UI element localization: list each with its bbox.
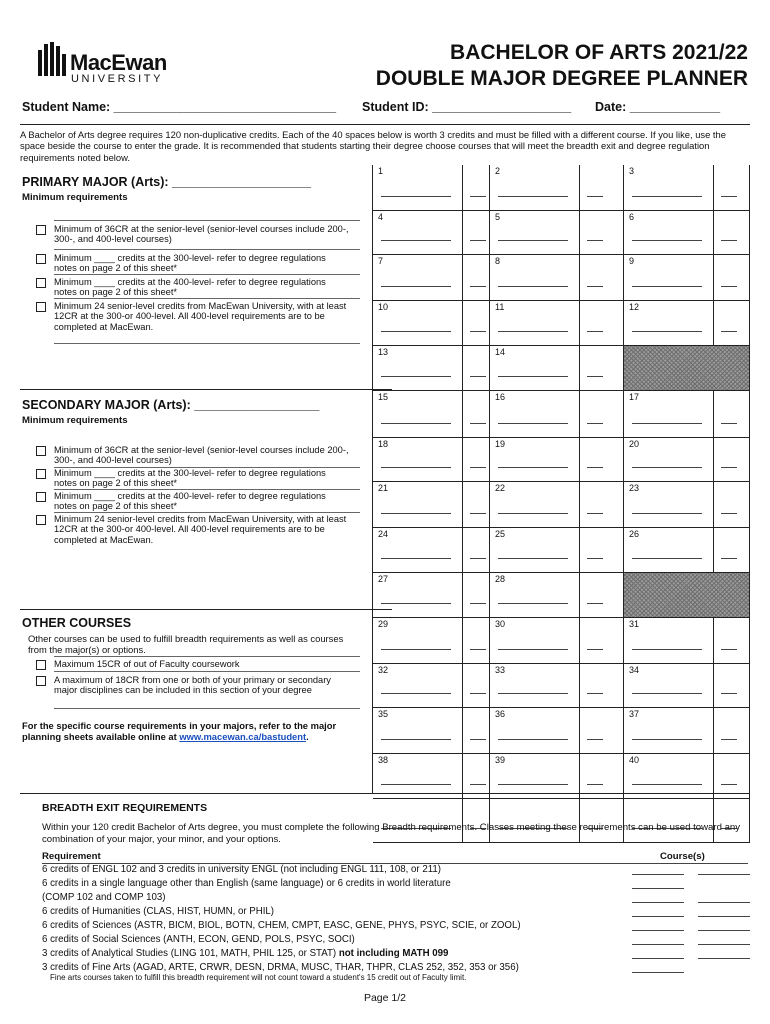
course-line[interactable] <box>632 784 702 785</box>
grade-line[interactable] <box>721 784 737 785</box>
course-cell-number: 3 <box>629 166 635 176</box>
grade-separator <box>462 664 463 707</box>
grade-separator <box>713 165 714 210</box>
course-cell[interactable] <box>373 301 490 346</box>
course-entry-line[interactable] <box>632 874 684 875</box>
breadth-row <box>42 892 748 906</box>
grade-line[interactable] <box>587 196 603 197</box>
grade-separator <box>579 754 580 798</box>
course-line[interactable] <box>381 739 451 740</box>
grade-separator <box>462 482 463 527</box>
divider-line <box>54 708 360 709</box>
course-line[interactable] <box>381 240 451 241</box>
grade-line[interactable] <box>721 240 737 241</box>
title-line-2: DOUBLE MAJOR DEGREE PLANNER <box>375 67 748 90</box>
courses-header: Course(s) <box>660 851 705 862</box>
grade-line[interactable] <box>721 558 737 559</box>
grade-line[interactable] <box>587 376 603 377</box>
checkbox[interactable] <box>36 302 46 312</box>
course-cell-number: 18 <box>378 439 389 449</box>
grade-separator <box>579 618 580 663</box>
course-grid <box>372 165 750 793</box>
grade-line[interactable] <box>587 558 603 559</box>
req-text: Minimum ____ credits at the 400-level- refer to degree regulations notes on page 2 of this sheet* <box>54 491 326 512</box>
course-cell[interactable] <box>490 255 624 301</box>
course-line[interactable] <box>632 693 702 694</box>
grade-line[interactable] <box>587 603 603 604</box>
course-line[interactable] <box>498 513 568 514</box>
course-entry-line[interactable] <box>632 972 684 973</box>
course-cell[interactable] <box>624 528 750 573</box>
course-cell-number: 23 <box>629 483 640 493</box>
grade-separator <box>462 255 463 300</box>
course-entry-line[interactable] <box>698 958 750 959</box>
grade-separator <box>579 165 580 210</box>
divider-line <box>54 343 360 344</box>
grade-line[interactable] <box>587 286 603 287</box>
course-cell[interactable] <box>490 528 624 573</box>
grade-separator <box>579 573 580 617</box>
grade-separator <box>579 438 580 481</box>
course-cell-number: 39 <box>495 755 506 765</box>
course-cell[interactable] <box>624 391 750 438</box>
course-cell-number: 17 <box>629 392 640 402</box>
divider-line <box>54 512 360 513</box>
course-entry-line[interactable] <box>632 902 684 903</box>
grade-line[interactable] <box>587 467 603 468</box>
course-line[interactable] <box>632 739 702 740</box>
breadth-requirement-text: 6 credits of Sciences (ASTR, BICM, BIOL, BOTN, CHEM, CMPT, EASC, GENE, PHYS, PSYC, SCIE, or ZOOL) <box>42 920 521 931</box>
divider-line <box>54 489 360 490</box>
req-text: Maximum 15CR of out of Faculty coursework <box>54 659 240 669</box>
course-line[interactable] <box>632 286 702 287</box>
grade-line[interactable] <box>587 784 603 785</box>
header-rule <box>20 124 750 125</box>
course-cell-number: 1 <box>378 166 384 176</box>
course-entry-line[interactable] <box>632 888 684 889</box>
course-entry-line[interactable] <box>698 916 750 917</box>
unused-cell <box>624 346 750 391</box>
course-cell-number: 27 <box>378 574 389 584</box>
course-line[interactable] <box>632 196 702 197</box>
course-line[interactable] <box>498 331 568 332</box>
course-line[interactable] <box>632 558 702 559</box>
grade-separator <box>713 438 714 481</box>
grade-separator <box>579 391 580 437</box>
grade-separator <box>462 301 463 345</box>
fine-arts-note: Fine arts courses taken to fulfill this breadth requirement will not count toward a student's 15 credit out of Faculty limit. <box>50 973 467 982</box>
course-cell[interactable] <box>490 211 624 255</box>
divider-line <box>54 671 360 672</box>
course-cell-number: 5 <box>495 212 501 222</box>
checkbox[interactable] <box>36 225 46 235</box>
course-line[interactable] <box>498 649 568 650</box>
breadth-row <box>42 920 748 934</box>
grade-separator <box>713 664 714 707</box>
grade-line[interactable] <box>470 603 486 604</box>
course-cell-number: 20 <box>629 439 640 449</box>
req-text: Minimum ____ credits at the 400-level- refer to degree regulations notes on page 2 of this sheet* <box>54 277 326 298</box>
course-cell[interactable] <box>373 482 490 528</box>
grade-line[interactable] <box>587 331 603 332</box>
student-name-field[interactable]: Student Name: ________________________________ <box>22 100 337 114</box>
course-cell-number: 15 <box>378 392 389 402</box>
grade-separator <box>579 664 580 707</box>
student-id-field[interactable]: Student ID: ____________________ <box>362 100 572 114</box>
grade-separator <box>462 211 463 254</box>
grade-separator <box>713 255 714 300</box>
grade-separator <box>579 528 580 572</box>
course-entry-line[interactable] <box>698 944 750 945</box>
course-cell-number: 25 <box>495 529 506 539</box>
grade-line[interactable] <box>470 693 486 694</box>
course-cell[interactable] <box>624 301 750 346</box>
breadth-requirement-text: 6 credits of ENGL 102 and 3 credits in university ENGL (not including ENGL 111, 108, or 211) <box>42 864 442 875</box>
grade-line[interactable] <box>470 376 486 377</box>
grade-line[interactable] <box>470 240 486 241</box>
grade-line[interactable] <box>470 784 486 785</box>
course-cell[interactable] <box>373 573 490 618</box>
other-courses-title: OTHER COURSES <box>22 616 132 630</box>
macewan-logo <box>38 42 198 88</box>
breadth-requirement-text: 6 credits in a single language other than English (same language) or 6 credits in world literature <box>42 878 451 889</box>
course-cell-number: 13 <box>378 347 389 357</box>
course-cell[interactable] <box>624 708 750 754</box>
grade-line[interactable] <box>470 196 486 197</box>
course-cell[interactable] <box>490 482 624 528</box>
course-line[interactable] <box>381 603 451 604</box>
grade-line[interactable] <box>587 513 603 514</box>
divider-line <box>54 249 360 250</box>
grade-line[interactable] <box>470 286 486 287</box>
course-cell[interactable] <box>490 391 624 438</box>
course-line[interactable] <box>632 467 702 468</box>
course-cell[interactable] <box>490 301 624 346</box>
course-cell-number: 38 <box>378 755 389 765</box>
breadth-row <box>42 878 748 892</box>
course-line[interactable] <box>498 558 568 559</box>
course-cell-number: 19 <box>495 439 506 449</box>
grade-line[interactable] <box>470 558 486 559</box>
checkbox[interactable] <box>36 492 46 502</box>
section-divider <box>20 609 392 610</box>
grade-separator <box>713 708 714 753</box>
course-line[interactable] <box>632 423 702 424</box>
grade-separator <box>462 346 463 390</box>
course-line[interactable] <box>632 240 702 241</box>
date-field[interactable]: Date: _____________ <box>595 100 721 114</box>
course-entry-line[interactable] <box>632 958 684 959</box>
course-cell-number: 8 <box>495 256 501 266</box>
grade-separator <box>579 255 580 300</box>
grade-line[interactable] <box>470 513 486 514</box>
grade-separator <box>462 438 463 481</box>
course-line[interactable] <box>498 423 568 424</box>
grade-separator <box>462 573 463 617</box>
grade-line[interactable] <box>721 423 737 424</box>
grade-separator <box>713 482 714 527</box>
document-title <box>376 40 748 92</box>
checkbox[interactable] <box>36 254 46 264</box>
course-line[interactable] <box>381 196 451 197</box>
requirement-header: Requirement <box>42 851 101 862</box>
divider-line <box>54 656 360 657</box>
logo-subtitle: UNIVERSITY <box>71 73 164 85</box>
course-line[interactable] <box>498 784 568 785</box>
course-cell-number: 16 <box>495 392 506 402</box>
course-cell[interactable] <box>490 708 624 754</box>
checkbox[interactable] <box>36 515 46 525</box>
course-cell-number: 28 <box>495 574 506 584</box>
grade-line[interactable] <box>587 693 603 694</box>
course-cell-number: 22 <box>495 483 506 493</box>
course-cell[interactable] <box>373 391 490 438</box>
course-line[interactable] <box>381 331 451 332</box>
course-line[interactable] <box>498 376 568 377</box>
title-line-1: BACHELOR OF ARTS 2021/22 <box>450 41 748 64</box>
grade-line[interactable] <box>721 649 737 650</box>
grade-line[interactable] <box>721 196 737 197</box>
breadth-intro: Within your 120 credit Bachelor of Arts degree, you must complete the following Breadth requirements. Classes meeting these requirements can be used toward any combination of your major, your minor, and your options. <box>42 822 741 845</box>
course-cell-number: 35 <box>378 709 389 719</box>
course-cell[interactable] <box>373 664 490 708</box>
course-entry-line[interactable] <box>632 944 684 945</box>
divider-line <box>54 298 360 299</box>
grade-separator <box>713 618 714 663</box>
course-cell-number: 11 <box>495 302 505 312</box>
course-entry-line[interactable] <box>698 874 750 875</box>
grade-separator <box>462 618 463 663</box>
course-cell[interactable] <box>624 618 750 664</box>
course-cell-number: 29 <box>378 619 389 629</box>
grade-line[interactable] <box>587 240 603 241</box>
macewan-logo-icon <box>38 42 66 76</box>
specific-requirements-note <box>22 720 372 742</box>
grade-separator <box>579 211 580 254</box>
course-cell[interactable] <box>624 255 750 301</box>
course-cell-number: 4 <box>378 212 384 222</box>
course-cell-number: 10 <box>378 302 389 312</box>
course-line[interactable] <box>498 603 568 604</box>
grade-separator <box>579 482 580 527</box>
course-cell-number: 34 <box>629 665 640 675</box>
grade-separator <box>462 391 463 437</box>
course-line[interactable] <box>381 693 451 694</box>
divider-line <box>54 274 360 275</box>
req-text: Minimum 24 senior-level credits from MacEwan University, with at least 12CR at the 300-or 400-level. All 400-level requirements are to be completed at MacEwan. <box>54 301 347 332</box>
grade-line[interactable] <box>587 739 603 740</box>
req-text: Minimum 24 senior-level credits from MacEwan University, with at least 12CR at the 300-or 400-level. All 400-level requirements are to be completed at MacEwan. <box>54 514 347 545</box>
course-cell-number: 6 <box>629 212 635 222</box>
grade-separator <box>462 708 463 753</box>
breadth-rule <box>20 793 750 794</box>
course-cell-number: 7 <box>378 256 384 266</box>
course-cell-number: 30 <box>495 619 506 629</box>
course-cell-number: 12 <box>629 302 640 312</box>
section-divider <box>20 389 392 390</box>
course-cell[interactable] <box>624 211 750 255</box>
breadth-requirement-text: 6 credits of Social Sciences (ANTH, ECON, GEND, POLS, PSYC, SOCI) <box>42 934 355 945</box>
grade-line[interactable] <box>721 467 737 468</box>
breadth-row <box>42 906 748 920</box>
course-cell[interactable] <box>373 346 490 391</box>
grade-line[interactable] <box>470 649 486 650</box>
course-line[interactable] <box>632 513 702 514</box>
breadth-requirement-text: 6 credits of Humanities (CLAS, HIST, HUMN, or PHIL) <box>42 906 275 917</box>
course-cell[interactable] <box>373 211 490 255</box>
course-line[interactable] <box>498 286 568 287</box>
grade-line[interactable] <box>470 739 486 740</box>
course-cell[interactable] <box>490 165 624 211</box>
course-line[interactable] <box>381 513 451 514</box>
grade-separator <box>713 754 714 798</box>
course-cell[interactable] <box>373 255 490 301</box>
grade-separator <box>579 346 580 390</box>
course-cell[interactable] <box>624 438 750 482</box>
course-cell-number: 2 <box>495 166 501 176</box>
secondary-major-title[interactable]: SECONDARY MAJOR (Arts): __________________ <box>22 398 320 412</box>
primary-min-requirements: Minimum requirements <box>22 192 128 203</box>
grade-separator <box>579 301 580 345</box>
course-cell[interactable] <box>373 708 490 754</box>
course-line[interactable] <box>498 467 568 468</box>
req-text: Minimum ____ credits at the 300-level- refer to degree regulations notes on page 2 of this sheet* <box>54 468 326 489</box>
course-cell[interactable] <box>373 438 490 482</box>
course-cell-number: 33 <box>495 665 506 675</box>
grade-separator <box>713 391 714 437</box>
unused-cell <box>624 573 750 618</box>
req-text: Minimum ____ credits at the 300-level- refer to degree regulations notes on page 2 of this sheet* <box>54 253 326 274</box>
course-cell-number: 24 <box>378 529 389 539</box>
grade-line[interactable] <box>587 649 603 650</box>
course-line[interactable] <box>381 423 451 424</box>
course-cell-number: 40 <box>629 755 640 765</box>
course-cell[interactable] <box>490 618 624 664</box>
course-entry-line[interactable] <box>632 930 684 931</box>
course-line[interactable] <box>498 693 568 694</box>
course-cell-number: 9 <box>629 256 635 266</box>
link-suffix: . <box>306 731 309 742</box>
course-line[interactable] <box>381 784 451 785</box>
course-cell[interactable] <box>373 618 490 664</box>
course-line[interactable] <box>381 376 451 377</box>
course-cell-number: 36 <box>495 709 506 719</box>
grade-separator <box>713 301 714 345</box>
course-cell-number: 21 <box>378 483 389 493</box>
bastudent-link[interactable]: www.macewan.ca/bastudent <box>179 731 307 742</box>
course-cell-number: 37 <box>629 709 640 719</box>
checkbox[interactable] <box>36 676 46 686</box>
grade-line[interactable] <box>721 286 737 287</box>
course-line[interactable] <box>632 649 702 650</box>
course-cell[interactable] <box>624 664 750 708</box>
grade-separator <box>462 754 463 798</box>
page-header <box>0 0 770 130</box>
checkbox[interactable] <box>36 446 46 456</box>
req-text: Minimum of 36CR at the senior-level (senior-level courses include 200-, 300-, and 400-level courses) <box>54 445 349 466</box>
req-text: A maximum of 18CR from one or both of your primary or secondary major disciplines can be included in this section of your degree <box>54 675 331 696</box>
course-cell[interactable] <box>624 165 750 211</box>
course-line[interactable] <box>498 196 568 197</box>
other-courses-note: Other courses can be used to fulfill breadth requirements as well as courses from the major(s) or options. <box>28 633 344 655</box>
breadth-requirement-text: 3 credits of Fine Arts (AGAD, ARTE, CRWR, DESN, DRMA, MUSC, THAR, THPR, CLAS 252, 352, 353 or 356) <box>42 962 519 973</box>
course-line[interactable] <box>381 467 451 468</box>
intro-paragraph: A Bachelor of Arts degree requires 120 non-duplicative credits. Each of the 40 spaces below is worth 3 credits and must be filled with a different course. If you like, use the space beside the course to enter the grade. It is recommended that students starting their degree choose courses that will meet the breadth exit and degree regulation requirements noted below. <box>20 129 726 163</box>
grade-separator <box>462 165 463 210</box>
grade-separator <box>579 708 580 753</box>
checkbox[interactable] <box>36 660 46 670</box>
course-entry-line[interactable] <box>698 902 750 903</box>
course-cell-number: 32 <box>378 665 389 675</box>
course-entry-line[interactable] <box>632 916 684 917</box>
grade-line[interactable] <box>721 739 737 740</box>
primary-major-title[interactable]: PRIMARY MAJOR (Arts): ____________________ <box>22 175 312 189</box>
grade-line[interactable] <box>721 513 737 514</box>
grade-separator <box>462 528 463 572</box>
divider-line <box>54 220 360 221</box>
course-cell[interactable] <box>373 528 490 573</box>
req-text: Minimum of 36CR at the senior-level (senior-level courses include 200-, 300-, and 400-level courses) <box>54 224 349 245</box>
breadth-row <box>42 864 748 878</box>
grade-line[interactable] <box>587 423 603 424</box>
course-cell[interactable] <box>490 346 624 391</box>
course-entry-line[interactable] <box>698 930 750 931</box>
course-cell-number: 31 <box>629 619 640 629</box>
course-line[interactable] <box>498 739 568 740</box>
breadth-row <box>42 948 748 962</box>
grade-line[interactable] <box>470 331 486 332</box>
course-cell-number: 26 <box>629 529 640 539</box>
grade-line[interactable] <box>470 467 486 468</box>
course-cell[interactable] <box>490 438 624 482</box>
breadth-title: BREADTH EXIT REQUIREMENTS <box>42 802 208 814</box>
grade-line[interactable] <box>721 693 737 694</box>
grade-line[interactable] <box>470 423 486 424</box>
grade-separator <box>713 528 714 572</box>
page-number: Page 1/2 <box>363 992 407 1004</box>
course-cell[interactable] <box>373 165 490 211</box>
course-line[interactable] <box>381 558 451 559</box>
course-cell-number: 14 <box>495 347 506 357</box>
course-cell[interactable] <box>490 664 624 708</box>
breadth-row <box>42 934 748 948</box>
grade-line[interactable] <box>721 331 737 332</box>
secondary-min-requirements: Minimum requirements <box>22 415 128 426</box>
breadth-requirement-text: 3 credits of Analytical Studies (LING 101, MATH, PHIL 125, or STAT) not including MATH 099 <box>42 948 449 959</box>
breadth-requirement-text: (COMP 102 and COMP 103) <box>42 892 166 903</box>
course-cell[interactable] <box>490 573 624 618</box>
checkbox[interactable] <box>36 278 46 288</box>
grade-separator <box>713 211 714 254</box>
course-line[interactable] <box>632 331 702 332</box>
course-line[interactable] <box>498 240 568 241</box>
logo-name: MacEwan <box>70 50 167 75</box>
course-cell[interactable] <box>624 482 750 528</box>
checkbox[interactable] <box>36 469 46 479</box>
course-line[interactable] <box>381 649 451 650</box>
course-line[interactable] <box>381 286 451 287</box>
specific-text: For the specific course requirements in your majors, refer to the major planning sheets available online at <box>22 720 337 742</box>
